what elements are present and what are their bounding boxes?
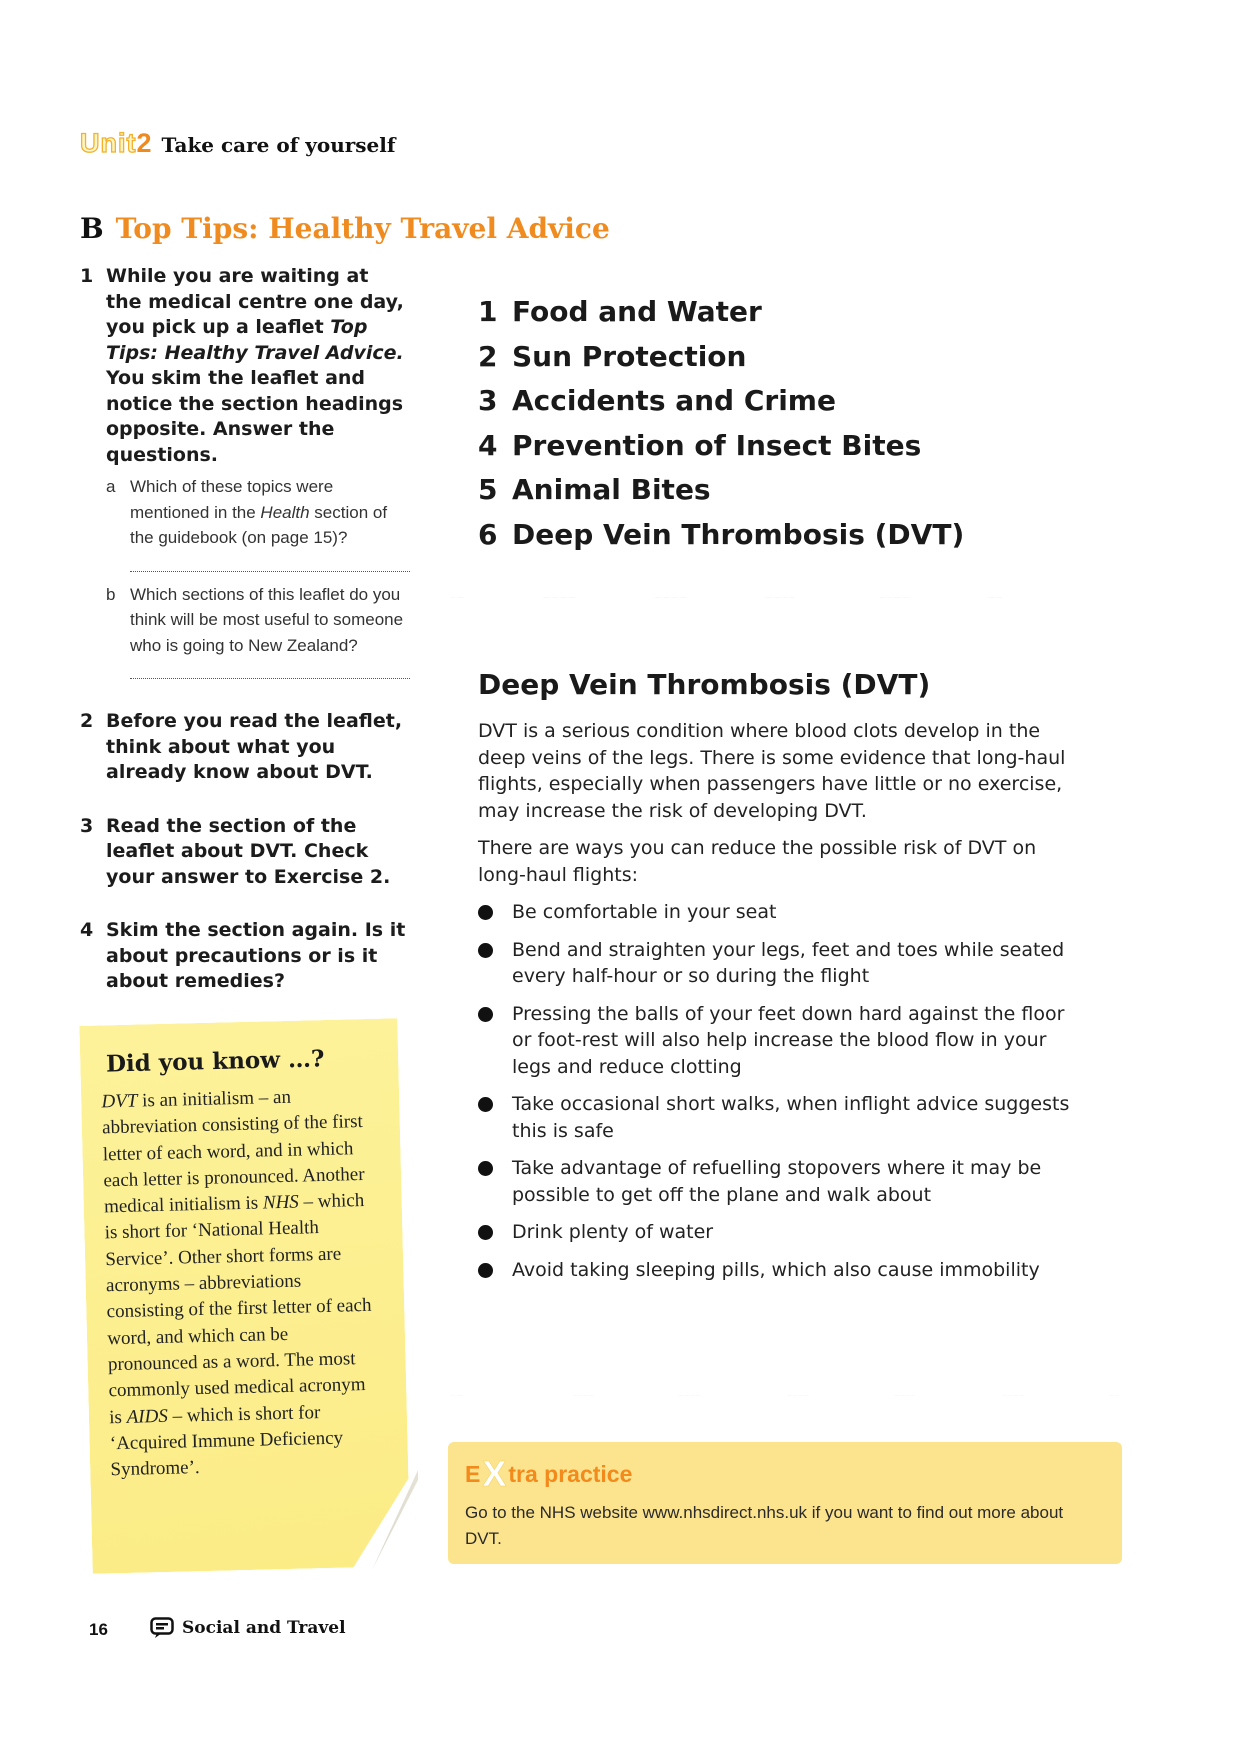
did-you-know-body xyxy=(101,1083,381,1484)
logo-text: tra practice xyxy=(508,1460,633,1487)
bullet-icon xyxy=(478,1219,512,1246)
subquestion-text-italic: Health xyxy=(260,502,310,522)
dvt-paragraph: There are ways you can reduce the possible risk of DVT on long-haul flights: xyxy=(478,837,1037,886)
list-item xyxy=(478,1257,1078,1284)
exercise-2 xyxy=(80,709,410,786)
logo-x-mark: X xyxy=(482,1453,507,1494)
bullet-icon xyxy=(478,1257,512,1284)
logo-letter: E xyxy=(465,1460,481,1487)
topic-item xyxy=(478,335,964,380)
book-title: Social and Travel xyxy=(182,1618,346,1638)
extra-practice-logo xyxy=(465,1453,632,1495)
term-nhs: NHS xyxy=(262,1191,300,1214)
subquestion-letter: b xyxy=(106,584,116,604)
exercise-list xyxy=(80,264,410,1015)
dvt-title: Deep Vein Thrombosis (DVT) xyxy=(478,668,931,701)
term-dvt: DVT xyxy=(101,1090,138,1113)
list-item xyxy=(478,1001,1078,1081)
list-item xyxy=(478,899,1078,926)
topic-number: 4 xyxy=(478,428,498,462)
exercise-text: Skim the section again. Is it about precautions or is it about remedies? xyxy=(106,919,406,992)
exercise-number: 1 xyxy=(80,265,94,287)
unit-header xyxy=(80,128,395,159)
did-you-know-title: Did you know …? xyxy=(105,1045,325,1078)
tip-text: Drink plenty of water xyxy=(512,1221,714,1243)
topic-number: 2 xyxy=(478,339,498,373)
bullet-icon xyxy=(478,1091,512,1144)
dvt-paragraph: DVT is a serious condition where blood clots develop in the deep veins of the legs. There is some evidence that long-haul flights, especially when passengers have little or no exercise, may increase the risk of developing DVT. xyxy=(478,720,1066,822)
subquestion-letter: a xyxy=(106,477,116,496)
note-text: – which is short for ‘Acquired Immune Deficiency Syndrome’. xyxy=(109,1401,344,1481)
tip-text: Avoid taking sleeping pills, which also cause immobility xyxy=(512,1258,1040,1281)
topic-item xyxy=(478,513,964,558)
extra-practice-text: Go to the NHS website www.nhsdirect.nhs.uk if you want to find out more about DVT. xyxy=(465,1503,1064,1548)
leaflet-headings-list xyxy=(478,290,964,557)
topic-item xyxy=(478,379,964,424)
page-number: 16 xyxy=(89,1620,108,1639)
topic-item xyxy=(478,424,964,469)
exercise-text: Read the section of the leaflet about DVT. Check your answer to Exercise 2. xyxy=(106,814,391,888)
subquestion-text xyxy=(130,474,410,551)
topic-label: Animal Bites xyxy=(512,473,711,506)
tip-text: Take occasional short walks, when inflight advice suggests this is safe xyxy=(512,1093,1070,1142)
unit-number: 2 xyxy=(136,128,152,158)
topic-label: Sun Protection xyxy=(512,339,747,373)
topic-label: Deep Vein Thrombosis (DVT) xyxy=(512,517,965,551)
topic-label: Prevention of Insect Bites xyxy=(512,428,922,462)
note-text: is an initialism – an abbreviation consisting of the first letter of each word, and in which each letter is pronounced. Another medical initialism is xyxy=(101,1086,365,1218)
bullet-icon xyxy=(478,899,512,926)
list-item xyxy=(478,1091,1078,1144)
exercise-text: Before you read the leaflet, think about what you already know about DVT. xyxy=(106,710,403,783)
tip-text: Be comfortable in your seat xyxy=(512,901,777,923)
dvt-tips-list xyxy=(478,899,1078,1283)
tip-text: Bend and straighten your legs, feet and toes while seated every half-hour or so during the flight xyxy=(512,938,1065,987)
tip-text: Pressing the balls of your feet down hard against the floor or foot-rest will also help increase the blood flow in your legs and reduce clotting xyxy=(512,1002,1065,1078)
answer-line[interactable] xyxy=(130,664,410,679)
speech-bubble-icon xyxy=(150,1617,174,1639)
topic-number: 5 xyxy=(478,473,498,506)
list-item xyxy=(478,1155,1078,1208)
dvt-content xyxy=(478,718,1078,1294)
exercise-1 xyxy=(80,264,410,679)
exercise-number: 3 xyxy=(80,814,94,837)
subquestion-a xyxy=(106,474,410,551)
subquestion-text-part: section of the guidebook (on page 15)? xyxy=(130,502,388,547)
section-title: Top Tips: Healthy Travel Advice xyxy=(115,212,610,245)
bullet-icon xyxy=(478,1001,512,1081)
unit-label: Unit xyxy=(80,128,137,158)
leaflet-title: Top Tips: Healthy Travel Advice. xyxy=(106,316,404,364)
bullet-icon xyxy=(478,937,512,990)
topic-number: 6 xyxy=(478,517,498,551)
unit-title: Take care of yourself xyxy=(161,133,396,157)
term-aids: AIDS xyxy=(126,1405,169,1428)
list-item xyxy=(478,1219,1078,1246)
exercise-number: 4 xyxy=(80,919,94,941)
topic-item xyxy=(478,468,964,513)
list-item xyxy=(478,937,1078,990)
exercise-3 xyxy=(80,814,410,891)
topic-item xyxy=(478,290,964,335)
exercise-text xyxy=(106,264,410,468)
answer-line[interactable] xyxy=(130,557,410,572)
exercise-text-part: You skim the leaflet and notice the section headings opposite. Answer the questions. xyxy=(106,367,404,466)
topic-label: Food and Water xyxy=(512,295,762,328)
note-text: – which is short for ‘National Health Service’. Other short forms are acronyms – abbreviations consisting of the first letter of each word, and which can be pronounced as a word. The most commonly used medical acronym is xyxy=(104,1190,372,1428)
topic-number: 3 xyxy=(478,384,498,417)
subquestion-text: Which sections of this leaflet do you think will be most useful to someone who is going to New Zealand? xyxy=(130,584,404,655)
exercise-number: 2 xyxy=(80,710,94,732)
section-letter: B xyxy=(80,212,104,245)
section-heading xyxy=(80,212,610,245)
topic-label: Accidents and Crime xyxy=(512,384,836,417)
subquestion-text-part: Which of these topics were mentioned in the xyxy=(130,477,334,522)
exercise-4 xyxy=(80,918,410,995)
footer-brand xyxy=(150,1617,346,1639)
subquestion-b xyxy=(106,582,410,659)
exercise-text-part: While you are waiting at the medical centre one day, you pick up a leaflet xyxy=(106,265,404,338)
bullet-icon xyxy=(478,1155,512,1208)
tip-text: Take advantage of refuelling stopovers where it may be possible to get off the plane and walk about xyxy=(512,1157,1042,1206)
topic-number: 1 xyxy=(478,295,498,328)
